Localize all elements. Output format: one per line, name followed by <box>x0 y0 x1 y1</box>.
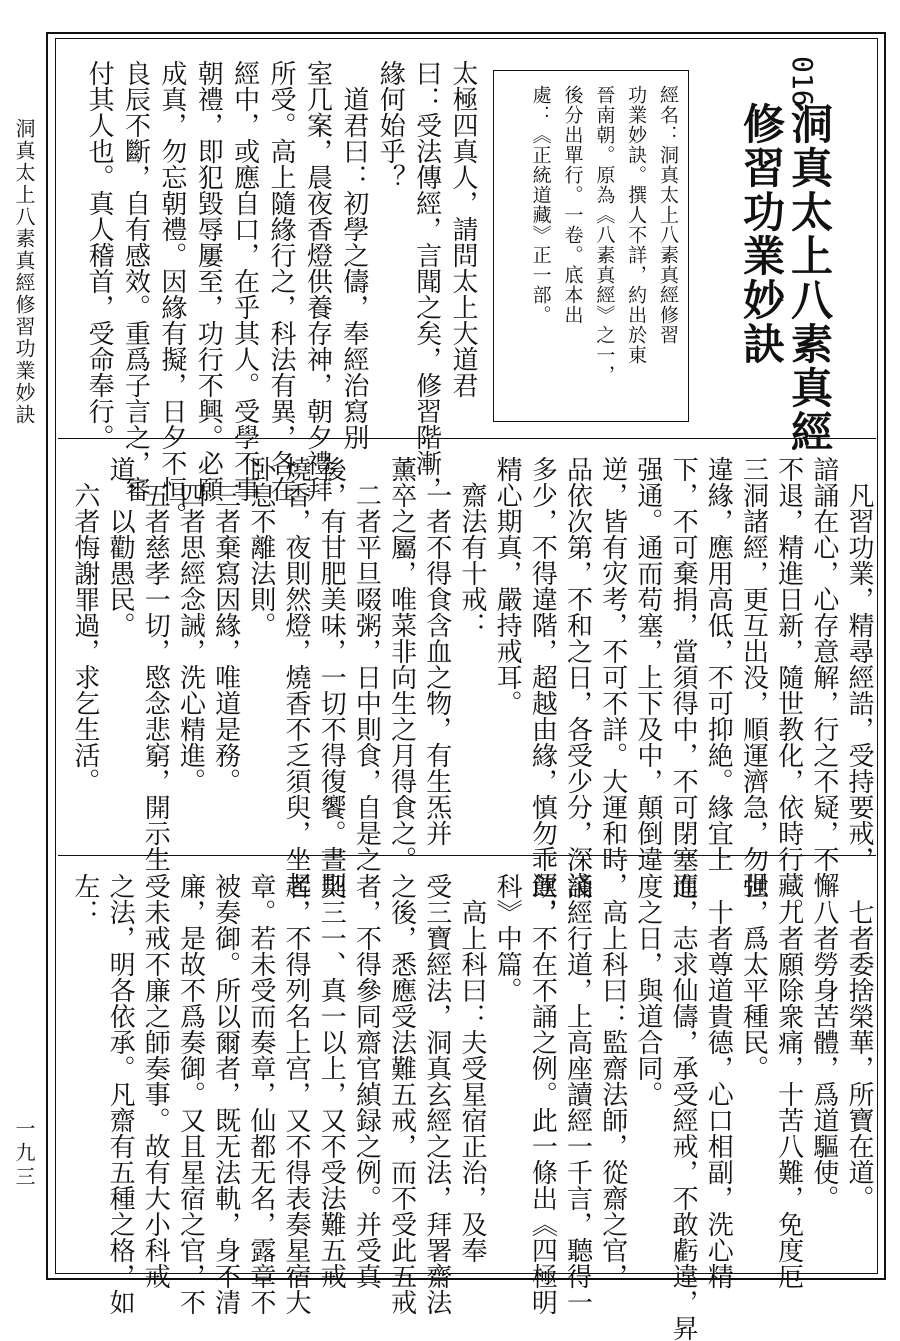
text-line: 三洞諸經，更互出没，順運濟急，勿强 <box>738 456 769 898</box>
text-line: 五者慈孝一切，愍念悲窮，開示生 <box>140 456 171 872</box>
text-line: 高上科曰：夫受星宿正治，及奉 <box>456 873 487 1263</box>
text-line: 朝禮，即犯毀辱屢至，功行不興。必願 <box>193 60 224 502</box>
text-line: 章。若未受而奏章，仙都无名，露章不 <box>245 873 276 1315</box>
text-line: 之後，悉應受法難五戒，而不受此五戒 <box>386 873 417 1315</box>
text-line: 不退，精進日新，隨世教化，依時行藏。 <box>773 456 804 924</box>
text-line: 燒香，夜則然燈，燒香不乏須臾，坐起 <box>281 456 311 898</box>
text-line: 道，以勸愚民。 <box>105 456 136 638</box>
text-line: 一者不得食含血之物，有生炁并 <box>421 456 452 846</box>
note-line: 晉南朝。原為《八素真經》之一， <box>593 85 616 385</box>
page-number: 一九三 <box>12 1118 36 1190</box>
text-line: 世，爲太平種民。 <box>738 873 769 1081</box>
section-1-body <box>76 60 478 528</box>
text-line: 飲，不在不誦之例。此一條出《四極明 <box>527 873 558 1315</box>
text-line: 誦經行道，上高座讀經一千言，聽得一 <box>562 873 593 1315</box>
text-line: 違緣，應用高低，不可抑絶。緣宜上 <box>703 456 734 872</box>
text-line: 良辰不斷，自有感效。重爲子言之，審 <box>120 60 151 502</box>
text-line: 科》中篇。 <box>492 873 523 1003</box>
text-line: 受未戒不廉之師奏事。故有大小科戒 <box>140 873 171 1289</box>
note-line: 功業妙訣。撰人不詳，約出於東 <box>625 85 648 365</box>
text-line: 精心期真，嚴持戒耳。 <box>492 456 523 716</box>
text-line: 室几案，晨夜香燈供養存神，朝夕禮拜 <box>302 60 333 502</box>
page-title-line-1: 洞真太上八素真經 <box>785 102 834 454</box>
text-line: 曰：受法傳經，言聞之矣，修習階漸， <box>411 60 442 502</box>
text-line: 者，不得參同齋官緽録之例。并受真 <box>351 873 382 1289</box>
text-line: 度之日，與道合同。 <box>632 873 663 1107</box>
text-line: 成真，勿忘朝禮。因緣有擬，日夕不恒。 <box>156 60 187 528</box>
text-line: 三者棄寫因緣，唯道是務。 <box>210 456 241 794</box>
note-box <box>493 70 689 422</box>
text-line: 逆，皆有灾考，不可不詳。大運和時， <box>597 456 628 898</box>
text-line: 者，不得列名上宫，又不得表奏星宿大 <box>281 873 311 1315</box>
text-line: 進，志求仙儔，承受經戒，不敢虧違，昇 <box>668 873 699 1341</box>
text-line: 薰卒之屬，唯菜非向生之月得食之。 <box>386 456 417 872</box>
text-line: 强通。通而苟塞，上下及中，顛倒違 <box>632 456 663 872</box>
text-line: 高上科曰：監齋法師，從齋之官， <box>597 873 628 1289</box>
note-line: 經名：洞真太上八素真經修習 <box>657 85 679 345</box>
note-line: 處：《正統道藏》正一部。 <box>529 85 552 325</box>
text-line: 太極四真人，請問太上大道君 <box>448 60 478 398</box>
text-line: 多少，不得違階，超越由緣，慎勿乖運， <box>527 456 558 924</box>
text-line: 經中，或應自口，在乎其人。受學不事 <box>229 60 260 502</box>
text-line: 卧息不離法則。 <box>245 456 276 638</box>
note-lines <box>504 85 678 407</box>
text-line: 九者願除衆痛，十苦八難，免度厄 <box>773 873 804 1289</box>
text-line: 齋法有十戒： <box>456 456 487 638</box>
text-line: 凡習功業，精尋經誥，受持要戒， <box>844 456 874 872</box>
text-line: 六者悔謝罪過，求乞生活。 <box>69 456 100 794</box>
running-title: 洞真太上八素真經修習功業妙訣 <box>12 118 36 426</box>
text-line: 諳誦在心，心存意解，行之不疑，不懈 <box>808 456 839 898</box>
text-line: 七者委捨榮華，所寶在道。 <box>844 873 874 1211</box>
text-line: 二者平旦啜粥，日中則食，自是之 <box>351 456 382 872</box>
text-line: 十者尊道貴德，心口相副，洗心精 <box>703 873 734 1289</box>
section-3-body <box>69 873 874 1341</box>
text-line: 廉，是故不爲奏御。又且星宿之官，不 <box>175 873 206 1315</box>
text-line: 被奏御。所以爾者，既无法軌，身不清 <box>210 873 241 1315</box>
text-line: 所受。高上隨緣行之，科法有異，各在 <box>266 60 297 502</box>
text-line: 受三寶經法，洞真玄經之法，拜署齋法 <box>421 873 452 1315</box>
text-line: 後，有甘肥美味，一切不得復饗。晝則 <box>316 456 347 898</box>
text-line: 契三一、真一以上，又不受法難五戒 <box>316 873 347 1289</box>
document-number: 016 <box>786 56 819 107</box>
text-line: 道君曰：初學之儔，奉經治寫別 <box>338 60 369 450</box>
text-line: 緣何始乎？ <box>375 60 406 190</box>
text-line: 八者勞身苦體，爲道驅使。 <box>808 873 839 1211</box>
page-title-line-2: 修習功業妙訣 <box>737 102 786 366</box>
text-line: 之法，明各依承。凡齋有五種之格，如 <box>105 873 136 1315</box>
text-line: 下，不可棄捐，當須得中，不可閉塞而 <box>668 456 699 898</box>
text-line: 四者思經念誡，洗心精進。 <box>175 456 206 794</box>
text-line: 品依次第，不和之日，各受少分，深淺 <box>562 456 593 898</box>
section-2-body <box>69 456 874 924</box>
note-line: 後分出單行。一卷。底本出 <box>561 85 584 325</box>
text-line: 左： <box>69 873 100 925</box>
text-line: 付其人也。真人稽首，受命奉行。 <box>84 60 115 450</box>
